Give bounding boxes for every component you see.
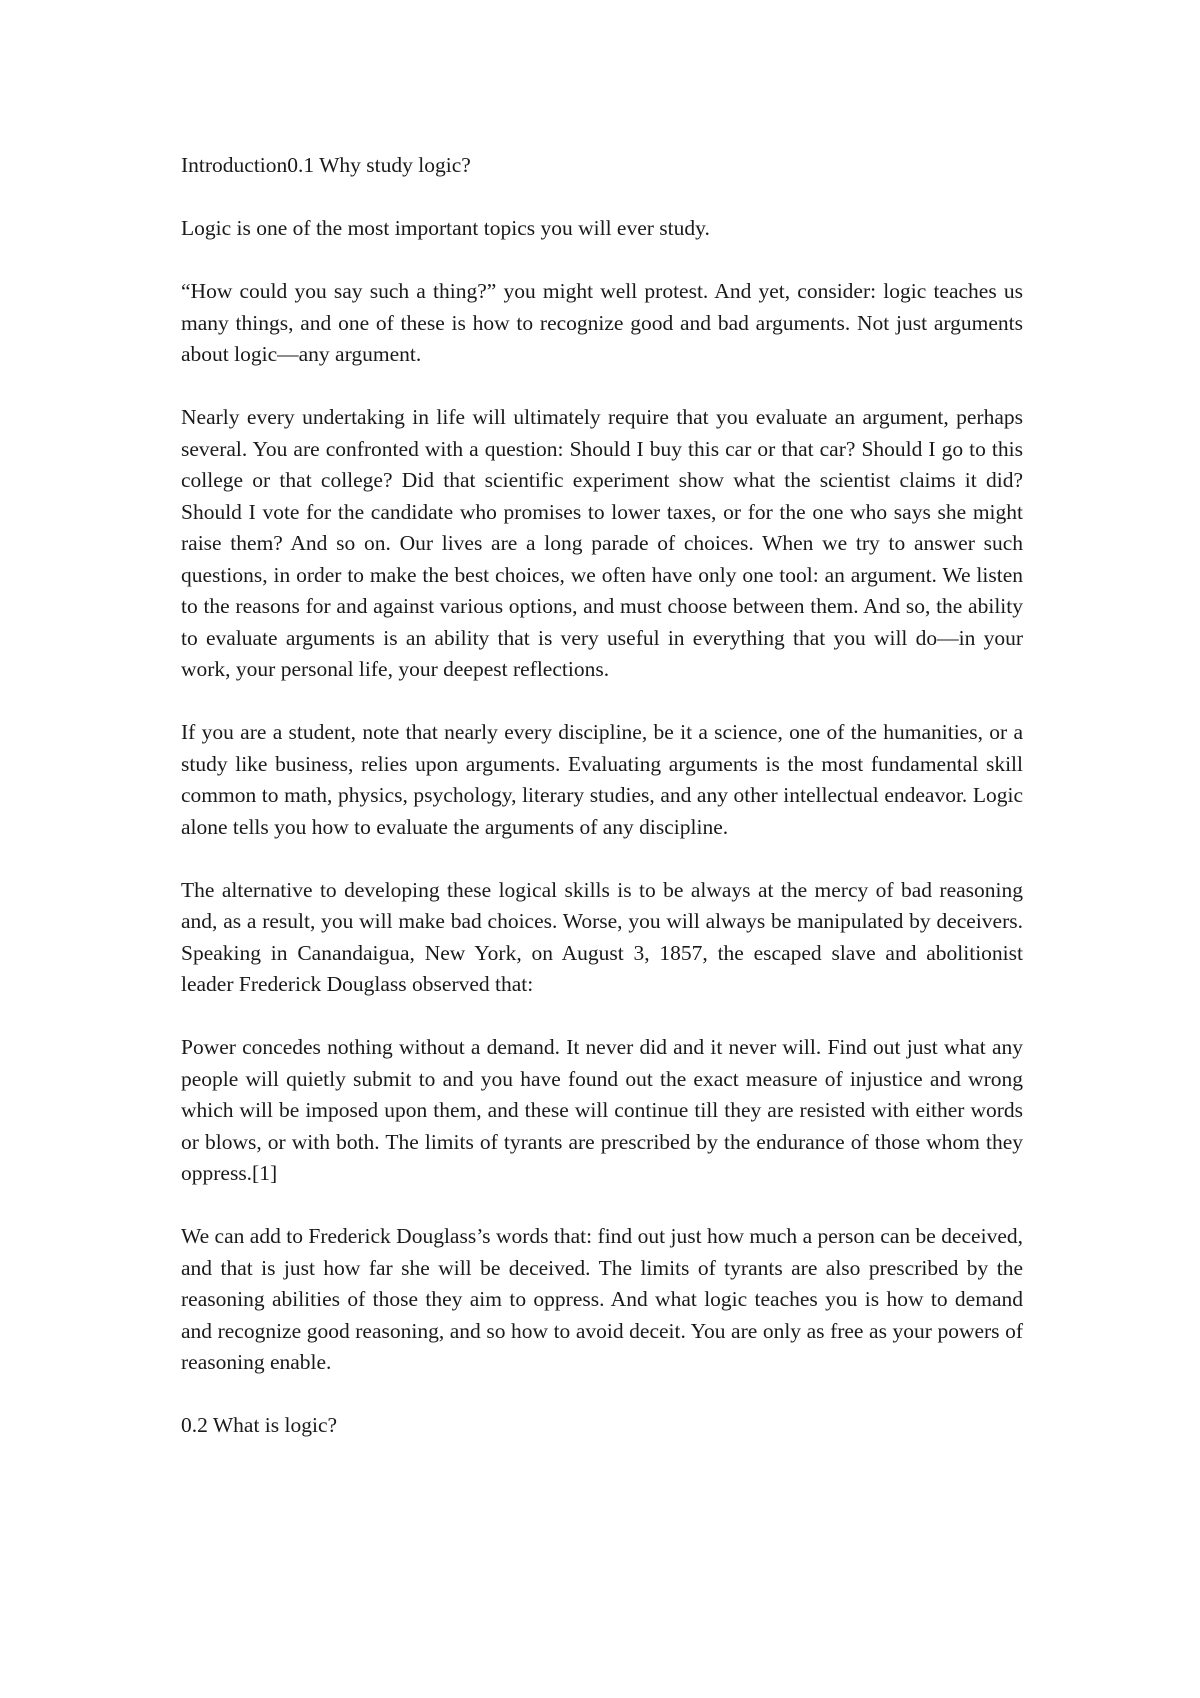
block-quote-douglass: Power concedes nothing without a demand. It never did and it never will. Find out just what any people will quietly submit to and you have found out the exact measure of injustice and wrong which will be imposed upon them, and these will continue till they are resisted with either words or blows, or with both. The limits of tyrants are prescribed by the endurance of those whom they oppress.[1] [181,1035,1023,1185]
paragraph-2: “How could you say such a thing?” you might well protest. And yet, consider: logic teaches us many things, and one of these is how to recognize good and bad arguments. Not just arguments about logic—any argument. [181,279,1023,366]
paragraph-3: Nearly every undertaking in life will ultimately require that you evaluate an argument, perhaps several. You are confronted with a question: Should I buy this car or that car? Should I go to this college or that college? Did that scientific experiment show what the scientist claims it did? Should I vote for the candidate who promises to lower taxes, or for the one who says she might raise them? And so on. Our lives are a long parade of choices. When we try to answer such questions, in order to make the best choices, we often have only one tool: an argument. We listen to the reasons for and against various options, and must choose between them. And so, the ability to evaluate arguments is an ability that is very useful in everything that you will do—in your work, your personal life, your deepest reflections. [181,405,1023,681]
paragraph-4: If you are a student, note that nearly every discipline, be it a science, one of the humanities, or a study like business, relies upon arguments. Evaluating arguments is the most fundamental skill common to math, physics, psychology, literary studies, and any other intellectual endeavor. Logic alone tells you how to evaluate the arguments of any discipline. [181,720,1023,839]
paragraph-5: The alternative to developing these logical skills is to be always at the mercy of bad reasoning and, as a result, you will make bad choices. Worse, you will always be manipulated by deceivers. Speaking in Canandaigua, New York, on August 3, 1857, the escaped slave and abolitionist leader Frederick Douglass observed that: [181,877,1023,996]
paragraph-1: Logic is one of the most important topics you will ever study. [181,216,710,240]
section-heading-what-is-logic: 0.2 What is logic? [181,1413,338,1437]
section-heading-why-study-logic: Introduction0.1 Why study logic? [181,153,471,177]
document-page [181,150,1023,1473]
paragraph-7: We can add to Frederick Douglass’s words that: find out just how much a person can be deceived, and that is just how far she will be deceived. The limits of tyrants are also prescribed by the reasoning abilities of those they aim to oppress. And what logic teaches you is how to demand and recognize good reasoning, and so how to avoid deceit. You are only as free as your powers of reasoning enable. [181,1224,1023,1374]
